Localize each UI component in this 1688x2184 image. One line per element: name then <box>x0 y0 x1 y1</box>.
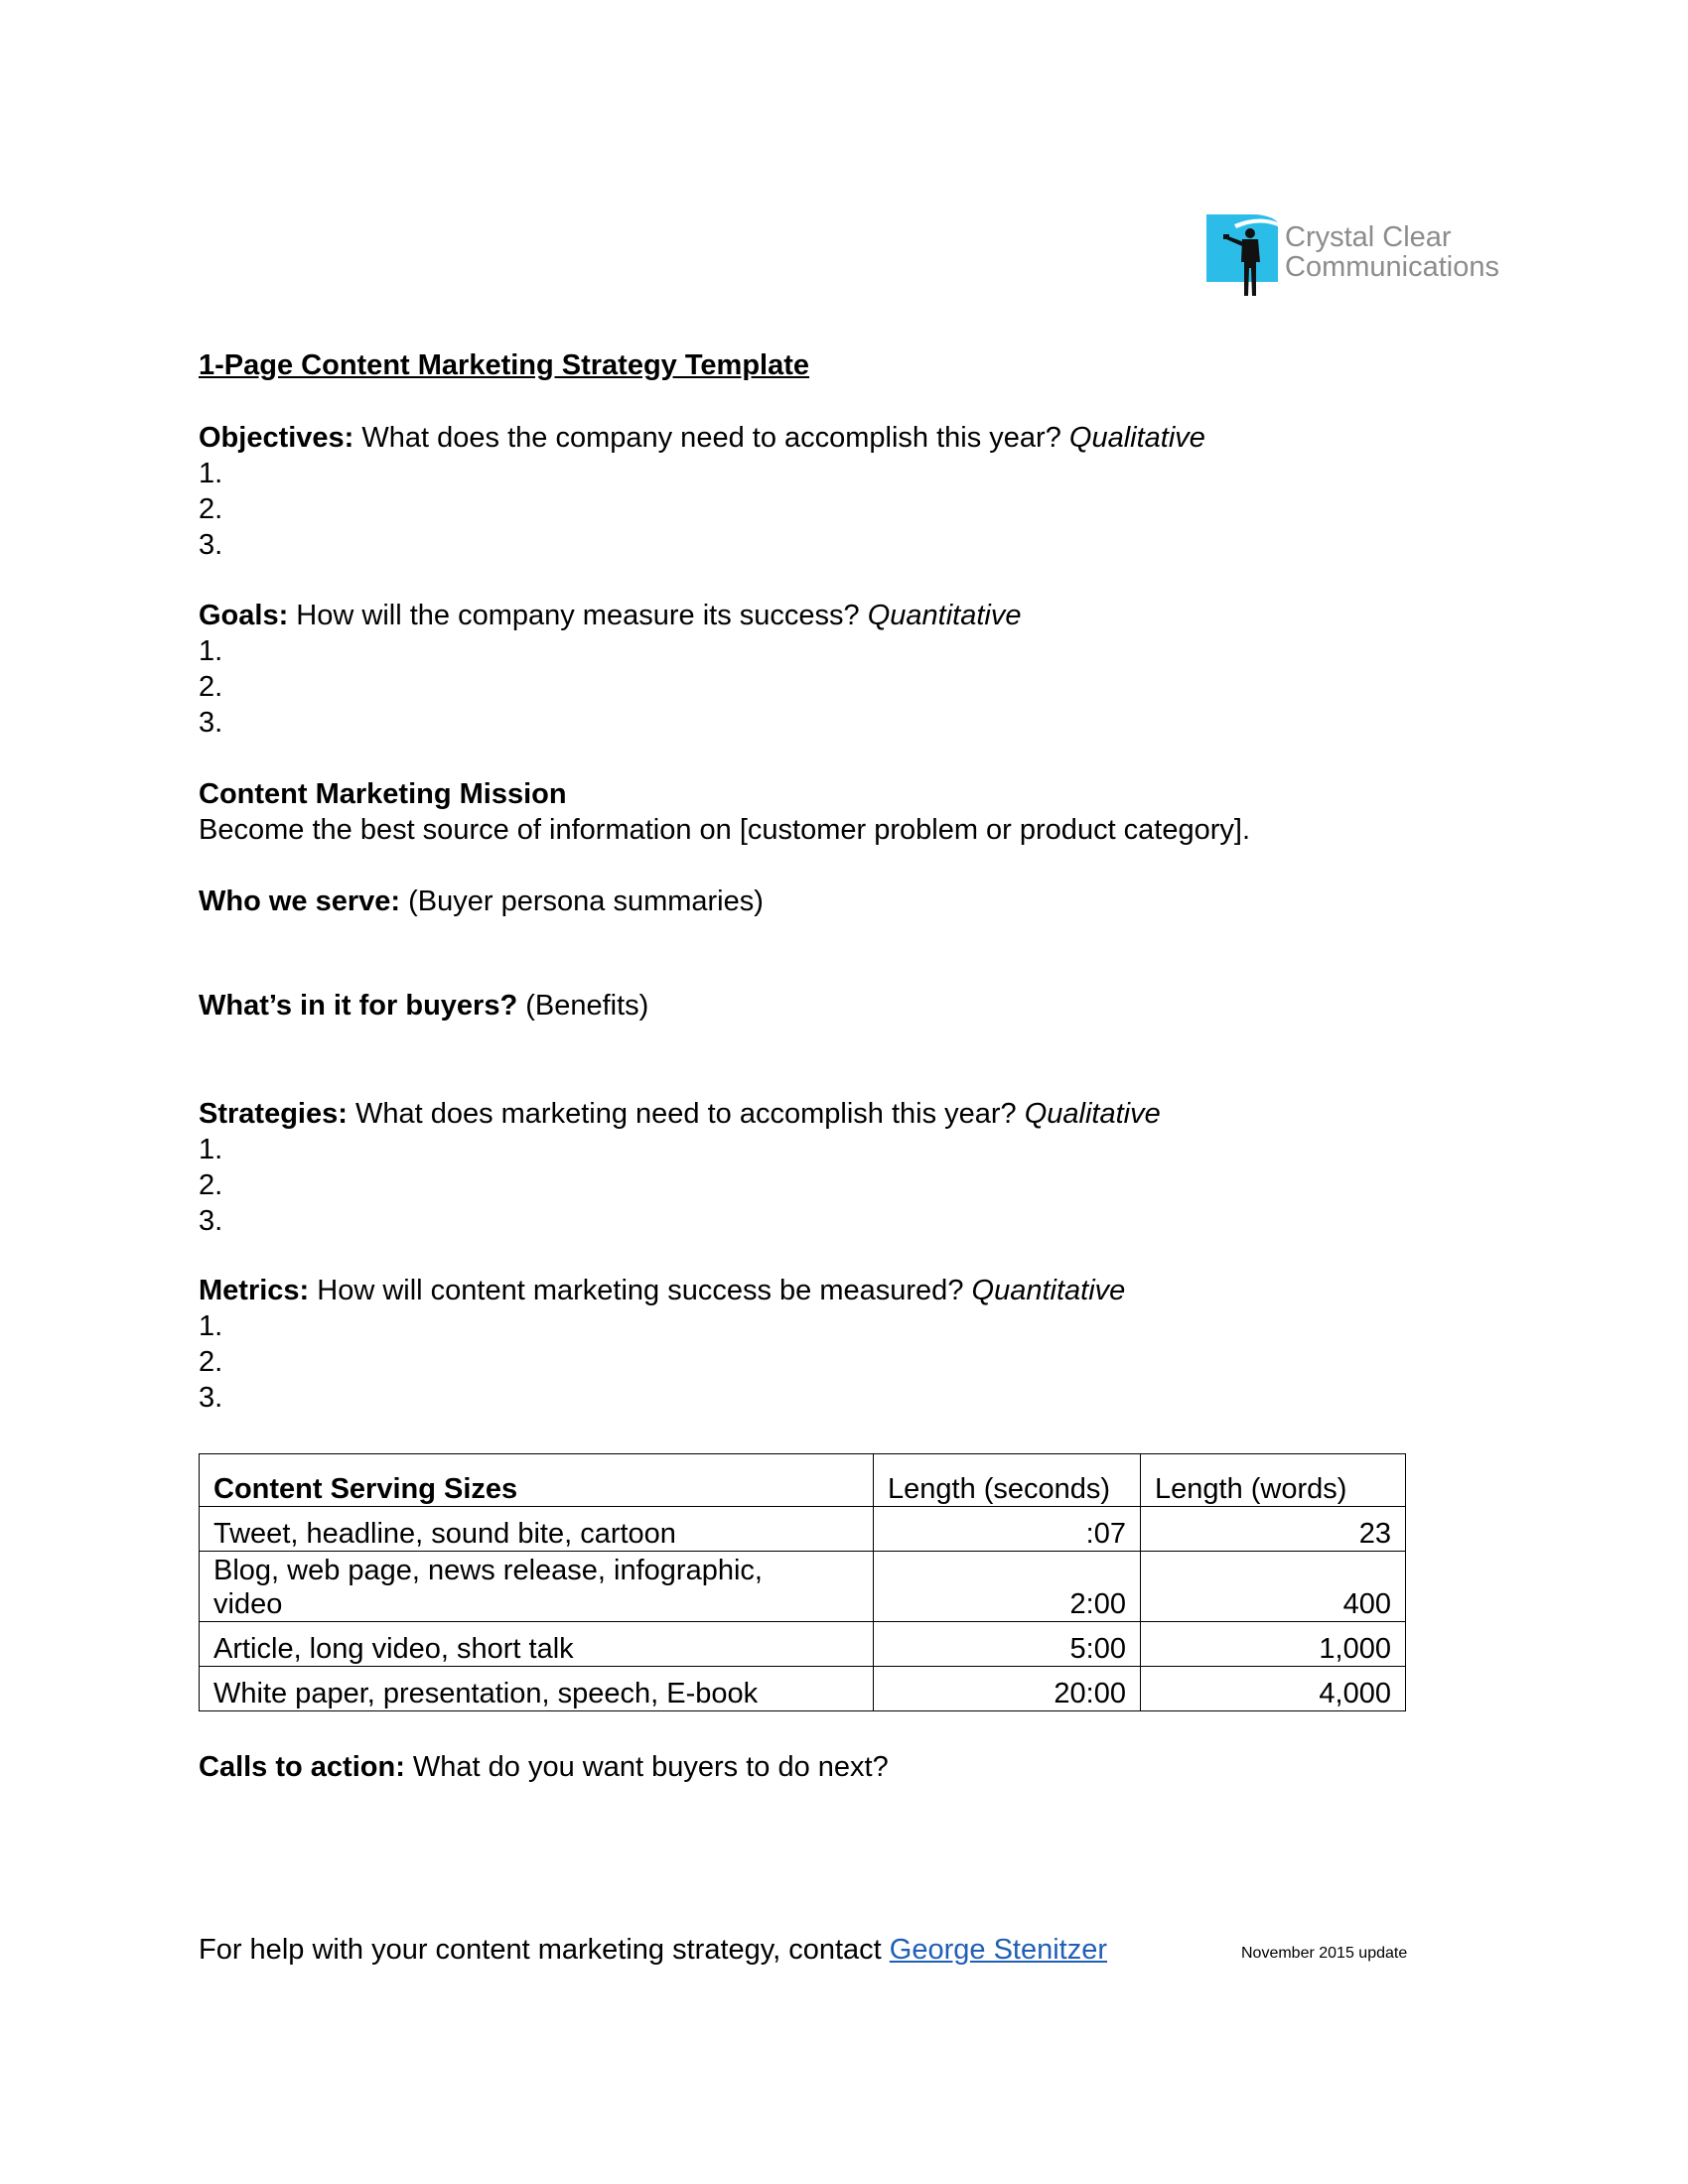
objectives-heading <box>199 420 1205 456</box>
table-cell-seconds: 20:00 <box>874 1667 1141 1711</box>
objectives-item-2: 2. <box>199 493 223 525</box>
table-cell-words: 23 <box>1141 1507 1406 1552</box>
goals-qualifier: Quantitative <box>867 600 1022 631</box>
logo-line-2: Communications <box>1285 251 1499 283</box>
calls-to-action-label: Calls to action: <box>199 1751 405 1783</box>
goals-item-1: 1. <box>199 635 223 667</box>
man-silhouette-icon <box>1206 212 1280 298</box>
calls-to-action-section <box>199 1749 889 1785</box>
table-row <box>200 1667 1406 1711</box>
objectives-question: What does the company need to accomplish this year? <box>353 422 1069 454</box>
company-logo <box>1206 212 1504 298</box>
contact-link[interactable]: George Stenitzer <box>889 1934 1108 1966</box>
table-cell-name-line-2: video <box>213 1588 283 1620</box>
goals-section <box>199 598 1021 741</box>
strategies-item-2: 2. <box>199 1169 223 1201</box>
document-title: 1-Page Content Marketing Strategy Template <box>199 349 810 381</box>
metrics-item-2: 2. <box>199 1346 223 1378</box>
who-we-serve-text: (Buyer persona summaries) <box>400 886 764 917</box>
table-header-words: Length (words) <box>1141 1454 1406 1507</box>
mission-text: Become the best source of information on [customer problem or product category]. <box>199 814 1251 846</box>
table-cell-words: 4,000 <box>1141 1667 1406 1711</box>
table-cell-words: 1,000 <box>1141 1622 1406 1667</box>
table-cell-name: Tweet, headline, sound bite, cartoon <box>200 1507 874 1552</box>
goals-heading <box>199 598 1021 633</box>
calls-to-action-text: What do you want buyers to do next? <box>404 1751 889 1783</box>
logo-wordmark <box>1285 222 1499 282</box>
goals-label: Goals: <box>199 600 289 631</box>
table-header-seconds: Length (seconds) <box>874 1454 1141 1507</box>
table-row <box>200 1552 1406 1622</box>
table-cell-seconds: :07 <box>874 1507 1141 1552</box>
strategies-question: What does marketing need to accomplish this year? <box>347 1098 1025 1130</box>
table-header-row <box>200 1454 1406 1507</box>
goals-item-2: 2. <box>199 671 223 703</box>
table-cell-name <box>200 1552 874 1622</box>
strategies-item-3: 3. <box>199 1205 223 1237</box>
metrics-question: How will content marketing success be measured? <box>309 1275 972 1306</box>
who-we-serve-label: Who we serve: <box>199 886 401 917</box>
whats-in-it-label: What’s in it for buyers? <box>199 990 518 1022</box>
table-row <box>200 1507 1406 1552</box>
objectives-section <box>199 420 1205 563</box>
metrics-section <box>199 1273 1125 1416</box>
document-title-block <box>199 347 809 383</box>
metrics-qualifier: Quantitative <box>971 1275 1126 1306</box>
whats-in-it-text: (Benefits) <box>517 990 649 1022</box>
mission-label: Content Marketing Mission <box>199 778 567 810</box>
table-row <box>200 1622 1406 1667</box>
strategies-heading <box>199 1096 1161 1132</box>
objectives-item-1: 1. <box>199 458 223 489</box>
content-serving-sizes-table <box>199 1453 1406 1711</box>
strategies-label: Strategies: <box>199 1098 348 1130</box>
strategies-item-1: 1. <box>199 1134 223 1165</box>
metrics-label: Metrics: <box>199 1275 310 1306</box>
update-note: November 2015 update <box>1241 1945 1408 1962</box>
table-cell-name: Article, long video, short talk <box>200 1622 874 1667</box>
objectives-qualifier: Qualitative <box>1068 422 1205 454</box>
objectives-label: Objectives: <box>199 422 354 454</box>
footer-contact <box>199 1932 1107 1968</box>
table-cell-words: 400 <box>1141 1552 1406 1622</box>
objectives-item-3: 3. <box>199 529 223 561</box>
footer-text: For help with your content marketing strategy, contact <box>199 1934 890 1966</box>
logo-line-1: Crystal Clear <box>1285 221 1452 253</box>
table-cell-seconds: 2:00 <box>874 1552 1141 1622</box>
table-cell-name-line-1: Blog, web page, news release, infographic, <box>213 1555 763 1586</box>
who-we-serve-section <box>199 884 764 919</box>
table-header-serving-sizes: Content Serving Sizes <box>200 1454 874 1507</box>
strategies-qualifier: Qualitative <box>1024 1098 1161 1130</box>
metrics-item-3: 3. <box>199 1382 223 1414</box>
goals-question: How will the company measure its success? <box>288 600 868 631</box>
table-cell-seconds: 5:00 <box>874 1622 1141 1667</box>
goals-item-3: 3. <box>199 707 223 739</box>
mission-section <box>199 776 1250 848</box>
metrics-item-1: 1. <box>199 1310 223 1342</box>
table-cell-name: White paper, presentation, speech, E-book <box>200 1667 874 1711</box>
whats-in-it-section <box>199 988 648 1024</box>
strategies-section <box>199 1096 1161 1239</box>
metrics-heading <box>199 1273 1125 1308</box>
